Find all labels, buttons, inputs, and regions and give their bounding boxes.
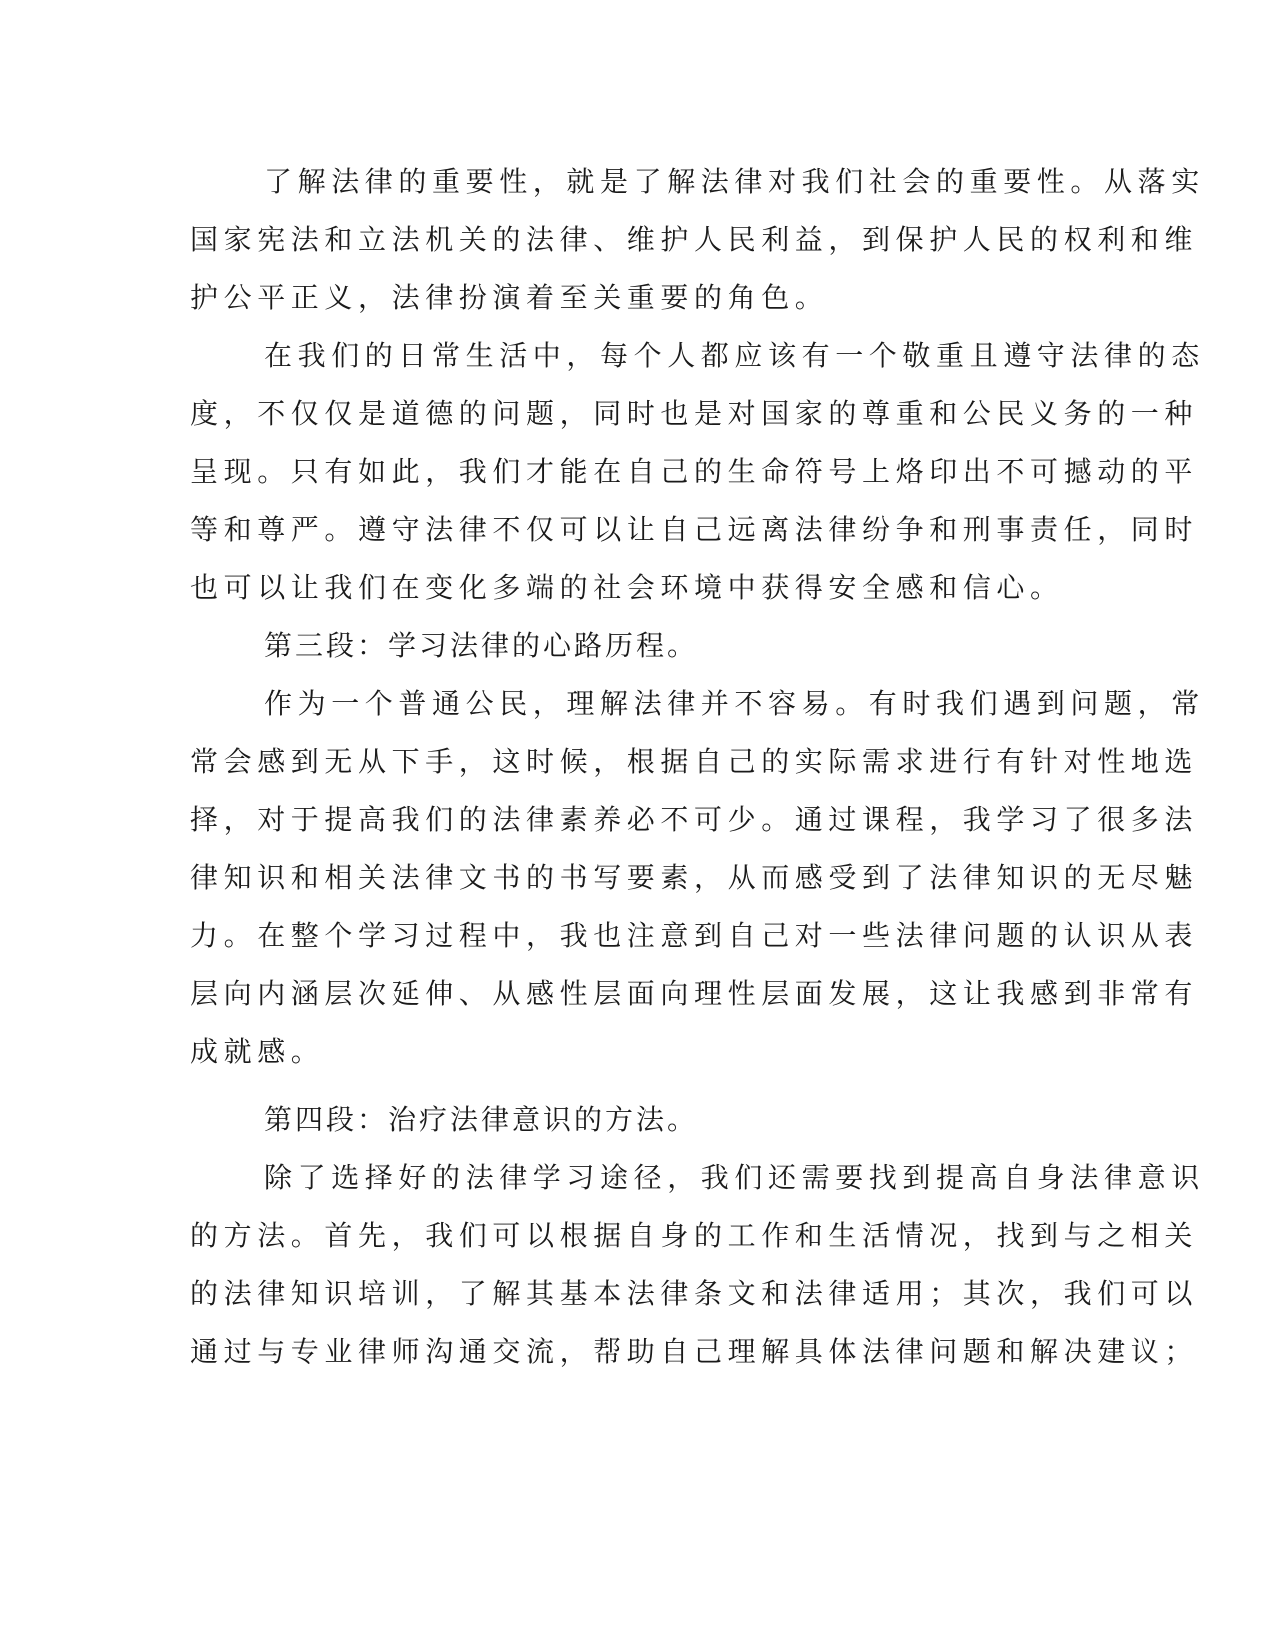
paragraph-3-line-4: 律知识和相关法律文书的书写要素，从而感受到了法律知识的无尽魅 [190,861,1199,894]
paragraph-3-line-1: 作为一个普通公民，理解法律并不容易。有时我们遇到问题，常 [264,687,1205,720]
paragraph-1-line-3: 护公平正义，法律扮演着至关重要的角色。 [190,281,829,314]
section-heading-4: 第四段：治疗法律意识的方法。 [264,1103,699,1136]
paragraph-3-line-6: 层向内涵层次延伸、从感性层面向理性层面发展，这让我感到非常有 [190,977,1199,1010]
section-heading-3: 第三段：学习法律的心路历程。 [264,629,699,662]
paragraph-4-line-3: 的法律知识培训，了解其基本法律条文和法律适用；其次，我们可以 [190,1277,1199,1310]
paragraph-2-line-1: 在我们的日常生活中，每个人都应该有一个敬重且遵守法律的态 [264,339,1205,372]
paragraph-1-line-1: 了解法律的重要性，就是了解法律对我们社会的重要性。从落实 [264,165,1205,198]
paragraph-1-line-2: 国家宪法和立法机关的法律、维护人民利益，到保护人民的权利和维 [190,223,1199,256]
paragraph-4-line-1: 除了选择好的法律学习途径，我们还需要找到提高自身法律意识 [264,1161,1205,1194]
paragraph-2-line-4: 等和尊严。遵守法律不仅可以让自己远离法律纷争和刑事责任，同时 [190,513,1199,546]
paragraph-4-line-4: 通过与专业律师沟通交流，帮助自己理解具体法律问题和解决建议； [190,1335,1199,1368]
paragraph-3-line-3: 择，对于提高我们的法律素养必不可少。通过课程，我学习了很多法 [190,803,1199,836]
paragraph-2-line-3: 呈现。只有如此，我们才能在自己的生命符号上烙印出不可撼动的平 [190,455,1199,488]
paragraph-2-line-2: 度，不仅仅是道德的问题，同时也是对国家的尊重和公民义务的一种 [190,397,1199,430]
paragraph-3-line-5: 力。在整个学习过程中，我也注意到自己对一些法律问题的认识从表 [190,919,1199,952]
paragraph-3-line-2: 常会感到无从下手，这时候，根据自己的实际需求进行有针对性地选 [190,745,1199,778]
paragraph-3-line-7: 成就感。 [190,1035,325,1068]
paragraph-4-line-2: 的方法。首先，我们可以根据自身的工作和生活情况，找到与之相关 [190,1219,1199,1252]
paragraph-2-line-5: 也可以让我们在变化多端的社会环境中获得安全感和信心。 [190,571,1064,604]
